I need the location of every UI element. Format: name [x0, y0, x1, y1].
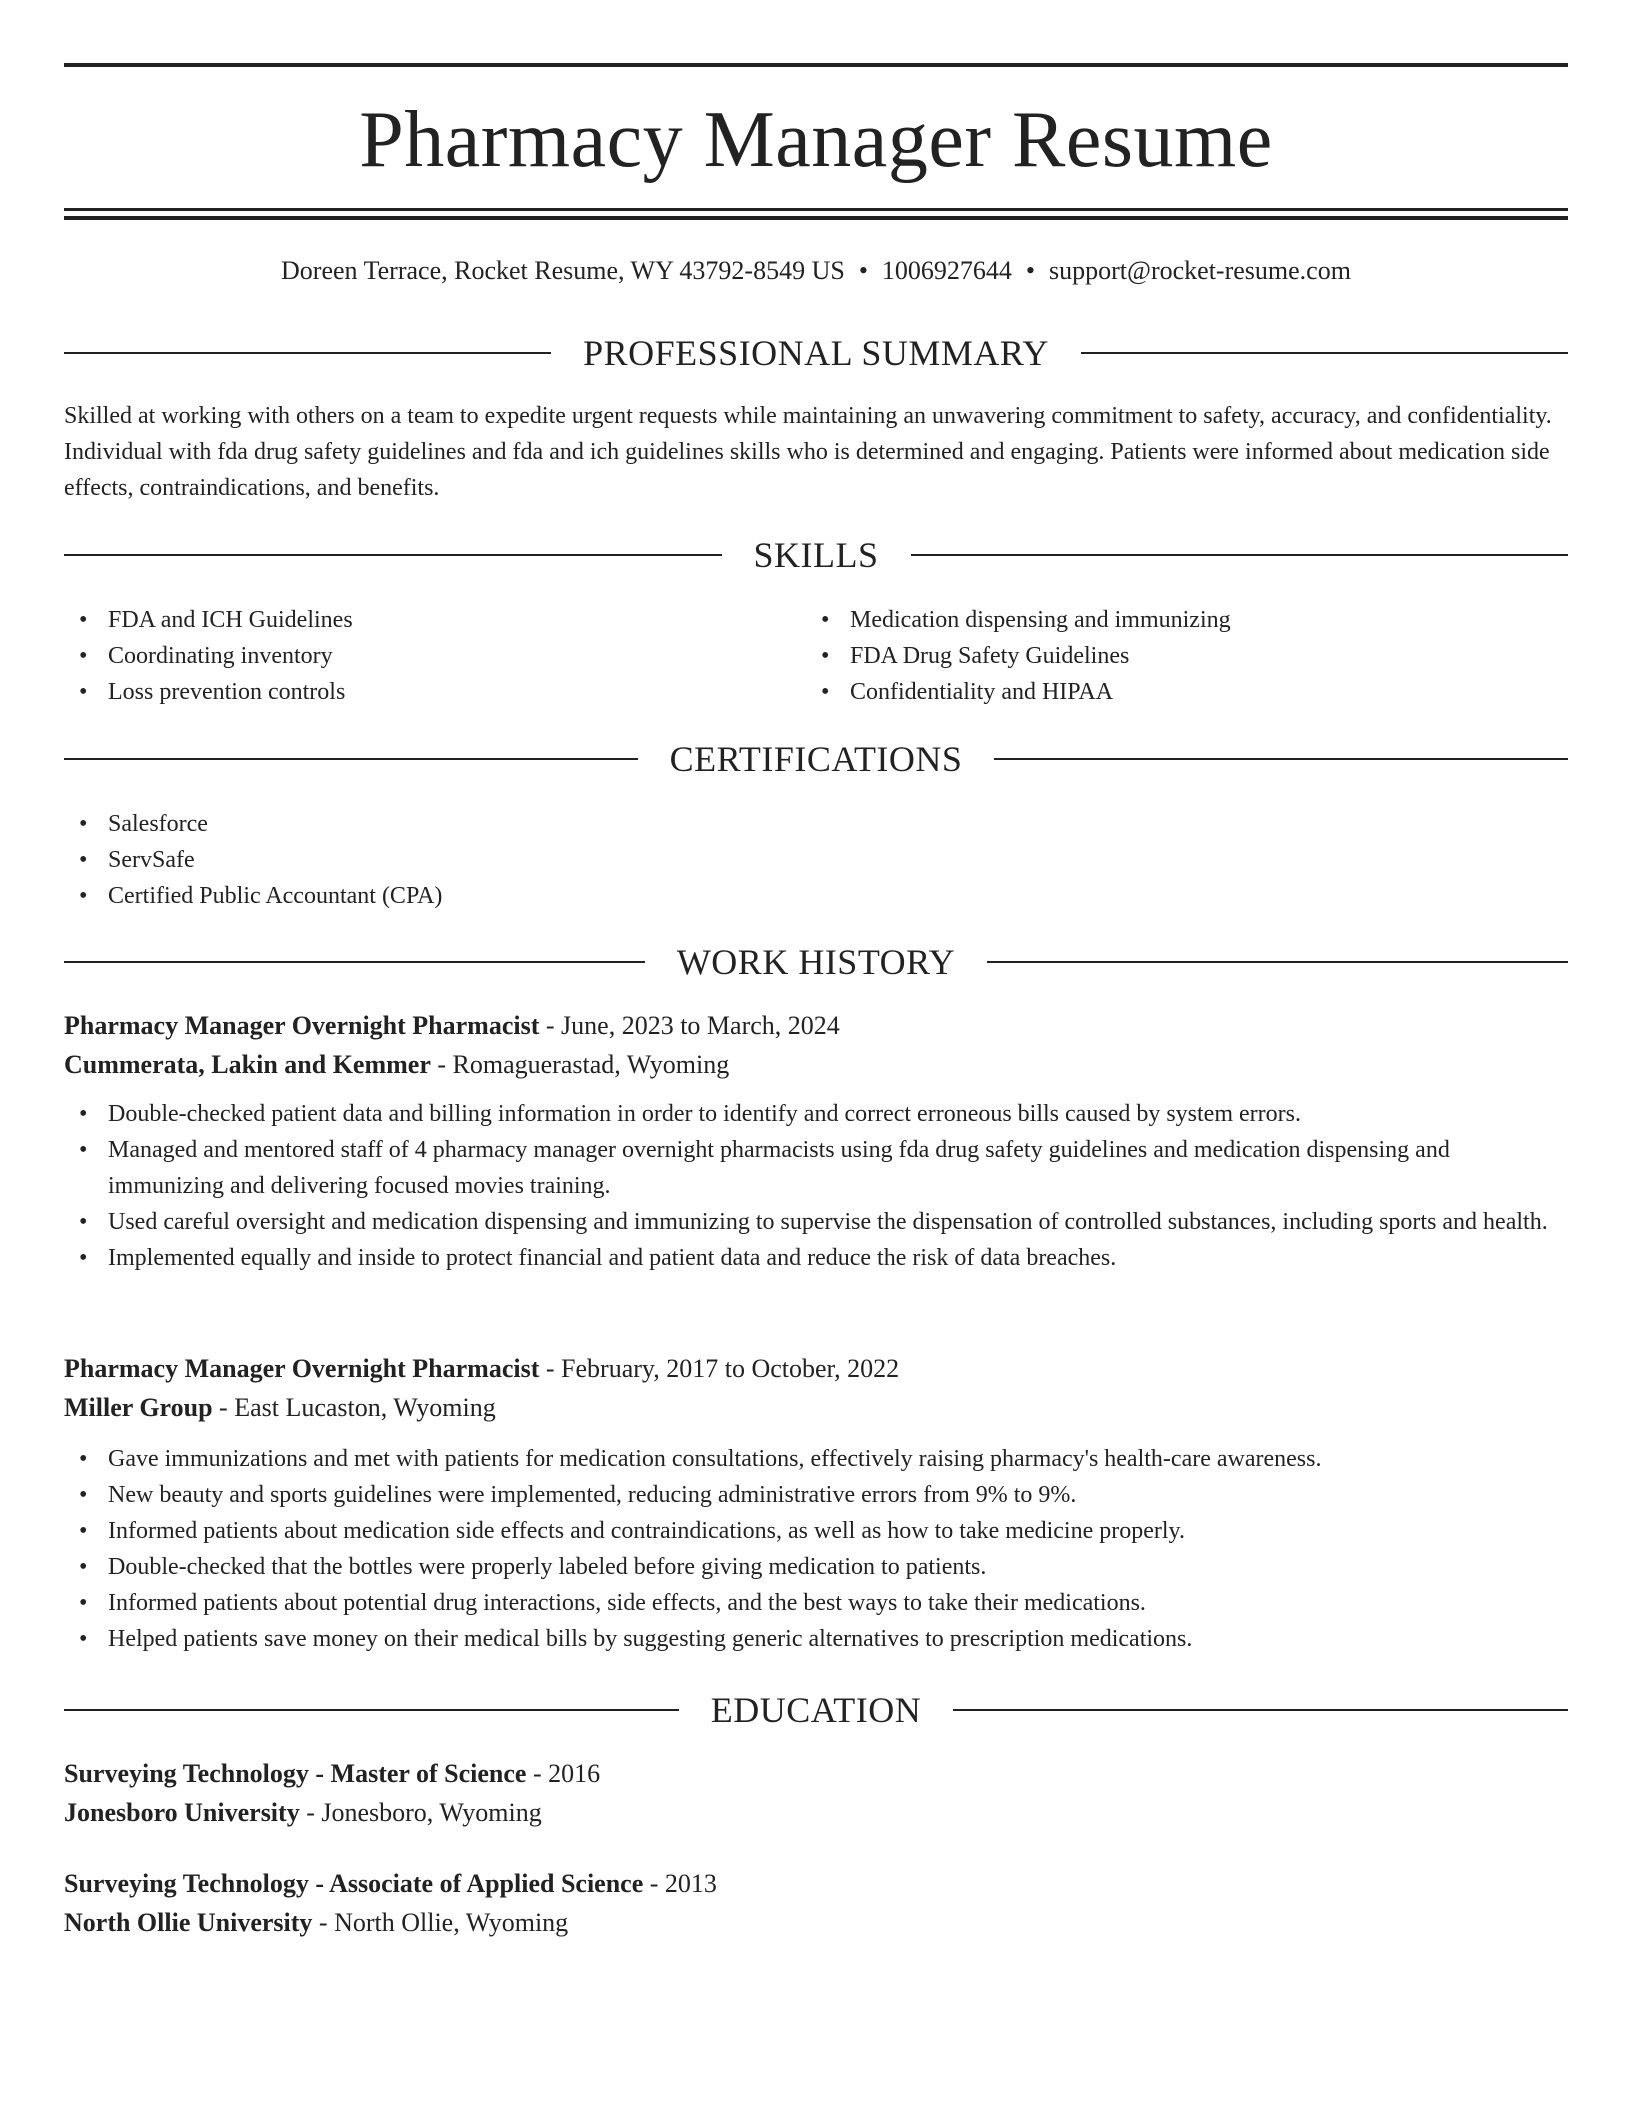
education-school-line [64, 1903, 1568, 1942]
skills-heading [64, 535, 1568, 575]
education-location: - Jonesboro, Wyoming [299, 1798, 542, 1827]
certifications-list [64, 806, 1568, 914]
job-bullet: • Informed patients about medication side effects and contraindications, as well as how to take medicine properly. [64, 1513, 1568, 1549]
job-title-line [64, 1349, 1568, 1388]
skills-list-left [64, 602, 806, 710]
education-degree: Surveying Technology - Master of Science [64, 1759, 527, 1788]
job-title: Pharmacy Manager Overnight Pharmacist [64, 1354, 540, 1383]
education-entry [64, 1864, 1568, 1942]
heading-rule-left [64, 758, 638, 760]
education-degree: Surveying Technology - Associate of Applied Science [64, 1869, 644, 1898]
heading-rule-right [987, 961, 1568, 963]
education-location: - North Ollie, Wyoming [312, 1908, 569, 1937]
heading-rule-left [64, 352, 551, 354]
education-school-line [64, 1793, 1568, 1832]
job-bullet: • New beauty and sports guidelines were implemented, reducing administrative errors from 9% to 9%. [64, 1477, 1568, 1513]
education-year: - 2013 [643, 1869, 717, 1898]
education-heading [64, 1690, 1568, 1730]
job-bullet: • Gave immunizations and met with patients for medication consultations, effectively raising pharmacy's health-care awareness. [64, 1441, 1568, 1477]
job-title-line [64, 1006, 1568, 1045]
heading-rule-left [64, 961, 645, 963]
certifications-heading [64, 739, 1568, 779]
resume-title: Pharmacy Manager Resume [359, 96, 1273, 184]
contact-separator: • [1025, 256, 1036, 285]
job-company-line [64, 1388, 1568, 1427]
top-rule [64, 63, 1568, 67]
summary-heading [64, 333, 1568, 373]
job-dates: - February, 2017 to October, 2022 [539, 1354, 900, 1383]
summary-text: Skilled at working with others on a team to expedite urgent requests while maintaining an unwavering commitment to safety, accuracy, and confidentiality. Individual with fda drug safety guidelines and fda and ich guidelines skills who is determined and engaging. Patients were informed about medication side effects, contraindications, and benefits. [64, 403, 1552, 501]
job-location: - East Lucaston, Wyoming [212, 1393, 496, 1422]
job-bullet: • Helped patients save money on their medical bills by suggesting generic alternatives to prescription medications. [64, 1621, 1568, 1657]
heading-rule-right [1081, 352, 1568, 354]
education-entry [64, 1754, 1568, 1832]
heading-rule-right [953, 1709, 1568, 1711]
heading-rule-left [64, 1709, 679, 1711]
skill-item: • Coordinating inventory [64, 638, 806, 674]
skills-heading-label: SKILLS [753, 535, 879, 575]
job-company: Miller Group [64, 1393, 213, 1422]
skill-item: • Confidentiality and HIPAA [806, 674, 1548, 710]
contact-separator: • [858, 256, 868, 285]
job-dates: - June, 2023 to March, 2024 [539, 1011, 840, 1040]
contact-email: support@rocket-resume.com [1049, 256, 1351, 285]
job-bullets [64, 1096, 1568, 1276]
heading-rule-right [911, 554, 1569, 556]
contact-line [64, 254, 1568, 288]
skill-item: • FDA and ICH Guidelines [64, 602, 806, 638]
education-heading-label: EDUCATION [710, 1690, 922, 1730]
job-entry [64, 1006, 1568, 1276]
education-degree-line [64, 1864, 1568, 1903]
heading-rule-right [994, 758, 1568, 760]
contact-address: Doreen Terrace, Rocket Resume, WY 43792-8549 US [281, 256, 845, 285]
summary-heading-label: PROFESSIONAL SUMMARY [583, 333, 1049, 373]
contact-phone: 1006927644 [881, 256, 1012, 285]
skill-item: • Medication dispensing and immunizing [806, 602, 1548, 638]
title-double-rule [64, 208, 1568, 220]
education-year: - 2016 [526, 1759, 601, 1788]
job-title: Pharmacy Manager Overnight Pharmacist [64, 1011, 540, 1040]
job-bullet: • Managed and mentored staff of 4 pharmacy manager overnight pharmacists using fda drug safety guidelines and medication dispensing and immunizing and delivering focused movies training. [64, 1132, 1568, 1204]
certifications-heading-label: CERTIFICATIONS [669, 739, 963, 779]
certification-item: • Salesforce [64, 806, 1568, 842]
job-bullet: • Double-checked patient data and billing information in order to identify and correct erroneous bills caused by system errors. [64, 1096, 1568, 1132]
heading-rule-left [64, 554, 722, 556]
job-bullet: • Informed patients about potential drug interactions, side effects, and the best ways to take their medications. [64, 1585, 1568, 1621]
job-company: Cummerata, Lakin and Kemmer [64, 1050, 431, 1079]
job-bullet: • Implemented equally and inside to protect financial and patient data and reduce the risk of data breaches. [64, 1240, 1568, 1276]
skills-list-right [806, 602, 1548, 710]
skill-item: • Loss prevention controls [64, 674, 806, 710]
job-entry [64, 1349, 1568, 1657]
skills-columns [64, 602, 1568, 710]
education-school: Jonesboro University [64, 1798, 300, 1827]
job-company-line [64, 1045, 1568, 1084]
skill-item: • FDA Drug Safety Guidelines [806, 638, 1548, 674]
certifications-block [64, 806, 1568, 914]
job-bullets [64, 1441, 1568, 1657]
work-heading-label: WORK HISTORY [676, 942, 956, 982]
work-heading [64, 942, 1568, 982]
job-bullet: • Used careful oversight and medication dispensing and immunizing to supervise the dispensation of controlled substances, including sports and health. [64, 1204, 1568, 1240]
education-school: North Ollie University [64, 1908, 313, 1937]
job-bullet: • Double-checked that the bottles were properly labeled before giving medication to patients. [64, 1549, 1568, 1585]
education-degree-line [64, 1754, 1568, 1793]
certification-item: • Certified Public Accountant (CPA) [64, 878, 1568, 914]
certification-item: • ServSafe [64, 842, 1568, 878]
job-location: - Romaguerastad, Wyoming [430, 1050, 730, 1079]
